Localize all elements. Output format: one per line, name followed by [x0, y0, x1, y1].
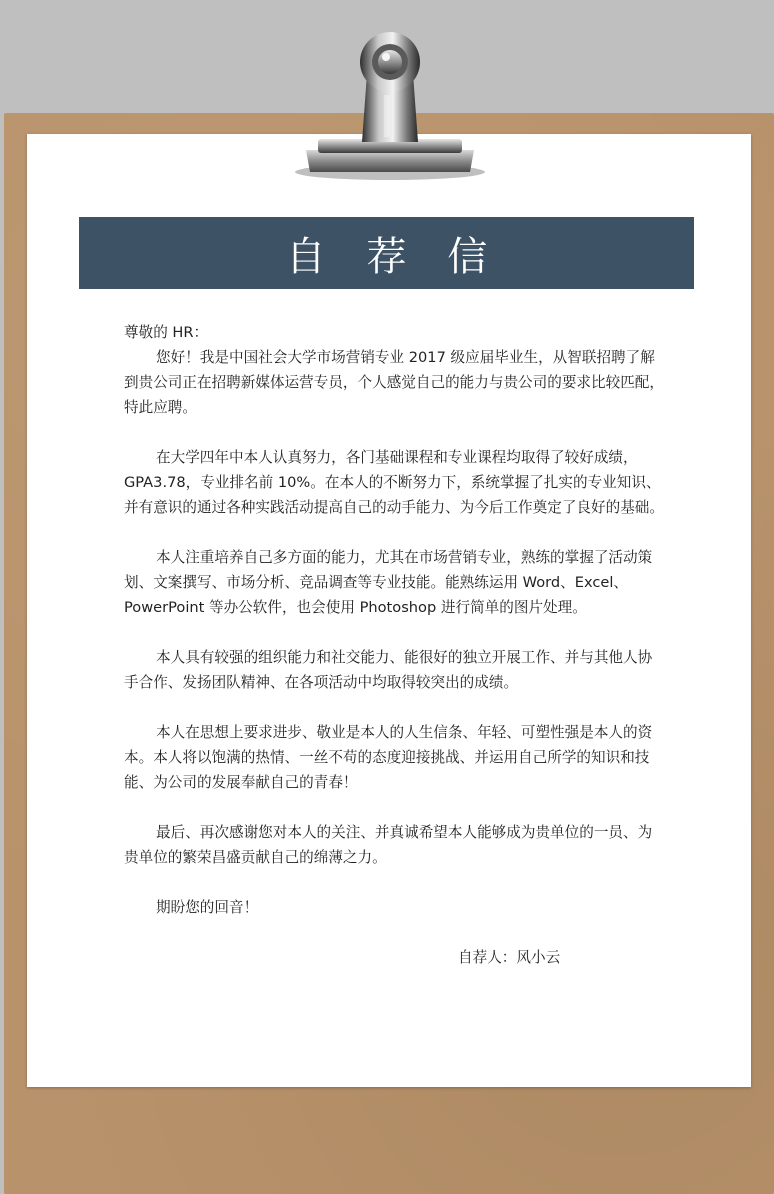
- paragraph-line: 贵单位的繁荣昌盛贡献自己的绵薄之力。: [124, 849, 387, 866]
- paragraph-line: 划、文案撰写、市场分析、竞品调查等专业技能。能熟练运用 Word、Excel、: [124, 574, 629, 591]
- paragraph-skills: [124, 545, 664, 620]
- paragraph-greeting: [124, 345, 664, 420]
- paragraph-line: GPA3.78，专业排名前 10%。在本人的不断努力下，系统掌握了扎实的专业知识、: [124, 474, 661, 491]
- paragraph-closing: [124, 895, 664, 920]
- paragraph-line: 到贵公司正在招聘新媒体运营专员，个人感觉自己的能力与贵公司的要求比较匹配，: [124, 374, 664, 391]
- paragraph-line: 能、为公司的发展奉献自己的青春！: [124, 774, 358, 791]
- salutation: 尊敬的 HR：: [124, 324, 209, 341]
- title-banner: [79, 217, 694, 289]
- paragraph-teamwork: [124, 645, 664, 695]
- paragraph-line: 并有意识的通过各种实践活动提高自己的动手能力、为今后工作奠定了良好的基础。: [124, 499, 664, 516]
- paragraph-thanks: [124, 820, 664, 870]
- letter-title: 自 荐 信: [285, 233, 502, 280]
- letter-body: [124, 320, 664, 920]
- paragraph-line: 最后、再次感谢您对本人的关注、并真诚希望本人能够成为贵单位的一员、为: [156, 824, 653, 841]
- paragraph-line: PowerPoint 等办公软件，也会使用 Photoshop 进行简单的图片处理。: [124, 599, 587, 616]
- paragraph-line: 本人在思想上要求进步、敬业是本人的人生信条、年轻、可塑性强是本人的资: [156, 724, 653, 741]
- signature: 自荐人：风小云: [458, 949, 561, 966]
- paragraph-line: 手合作、发扬团队精神、在各项活动中均取得较突出的成绩。: [124, 674, 519, 691]
- paragraph-line: 期盼您的回音！: [156, 899, 259, 916]
- paragraph-line: 您好！我是中国社会大学市场营销专业 2017 级应届毕业生，从智联招聘了解: [156, 349, 655, 366]
- paragraph-line: 本人注重培养自己多方面的能力，尤其在市场营销专业，熟练的掌握了活动策: [156, 549, 653, 566]
- paragraph-attitude: [124, 720, 664, 795]
- paragraph-line: 在大学四年中本人认真努力，各门基础课程和专业课程均取得了较好成绩，: [156, 449, 638, 466]
- paragraph-line: 特此应聘。: [124, 399, 197, 416]
- paragraph-line: 本。本人将以饱满的热情、一丝不苟的态度迎接挑战、并运用自己所学的知识和技: [124, 749, 650, 766]
- paragraph-line: 本人具有较强的组织能力和社交能力、能很好的独立开展工作、并与其他人协: [156, 649, 653, 666]
- paragraph-education: [124, 445, 664, 520]
